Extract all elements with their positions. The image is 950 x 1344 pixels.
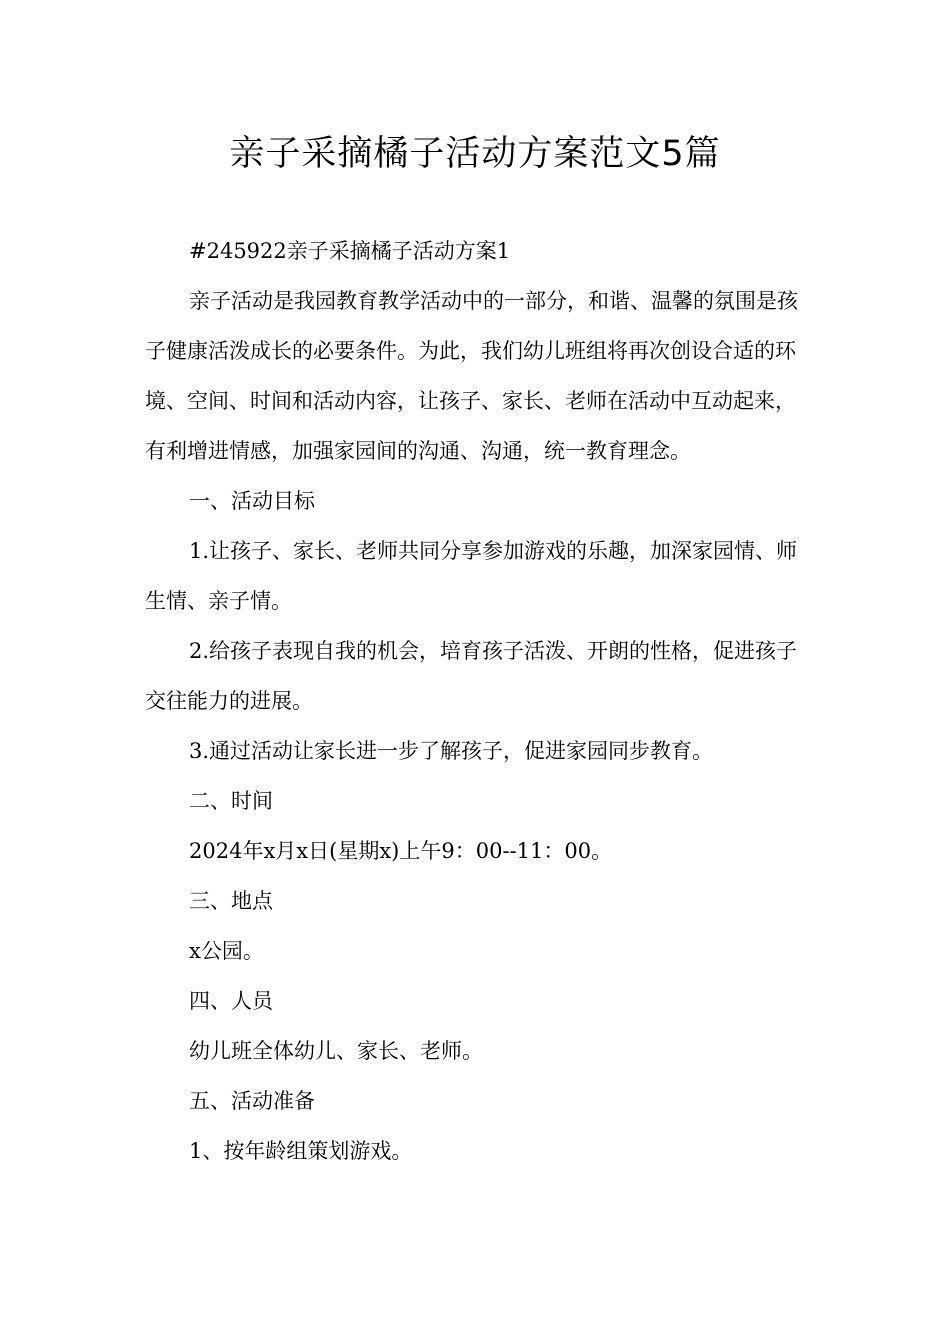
goal-item-1: 1.让孩子、家长、老师共同分享参加游戏的乐趣，加深家园情、师生情、亲子情。 [145, 539, 798, 613]
section-heading-plan-1: #245922亲子采摘橘子活动方案1 [189, 239, 511, 263]
heading-time: 二、时间 [189, 789, 273, 813]
preparation-item-1: 1、按年龄组策划游戏。 [189, 1139, 413, 1163]
goal-item-2: 2.给孩子表现自我的机会，培育孩子活泼、开朗的性格，促进孩子交往能力的进展。 [145, 639, 798, 713]
heading-location: 三、地点 [189, 889, 273, 913]
time-text: 2024年x月x日(星期x)上午9：00--11：00。 [189, 839, 613, 863]
location-text: x公园。 [189, 939, 264, 963]
goal-item-3: 3.通过活动让家长进一步了解孩子，促进家园同步教育。 [189, 739, 714, 763]
heading-activity-goals: 一、活动目标 [189, 489, 315, 513]
document-body [145, 226, 815, 1176]
heading-people: 四、人员 [189, 989, 273, 1013]
heading-preparation: 五、活动准备 [189, 1089, 315, 1113]
people-text: 幼儿班全体幼儿、家长、老师。 [189, 1039, 483, 1063]
document-title: 亲子采摘橘子活动方案范文5篇 [229, 134, 721, 174]
intro-paragraph: 亲子活动是我园教育教学活动中的一部分，和谐、温馨的氛围是孩子健康活泼成长的必要条件。为此，我们幼儿班组将再次创设合适的环境、空间、时间和活动内容，让孩子、家长、老师在活动中互动起来，有利增进情感，加强家园间的沟通、沟通，统一教育理念。 [145, 289, 798, 463]
